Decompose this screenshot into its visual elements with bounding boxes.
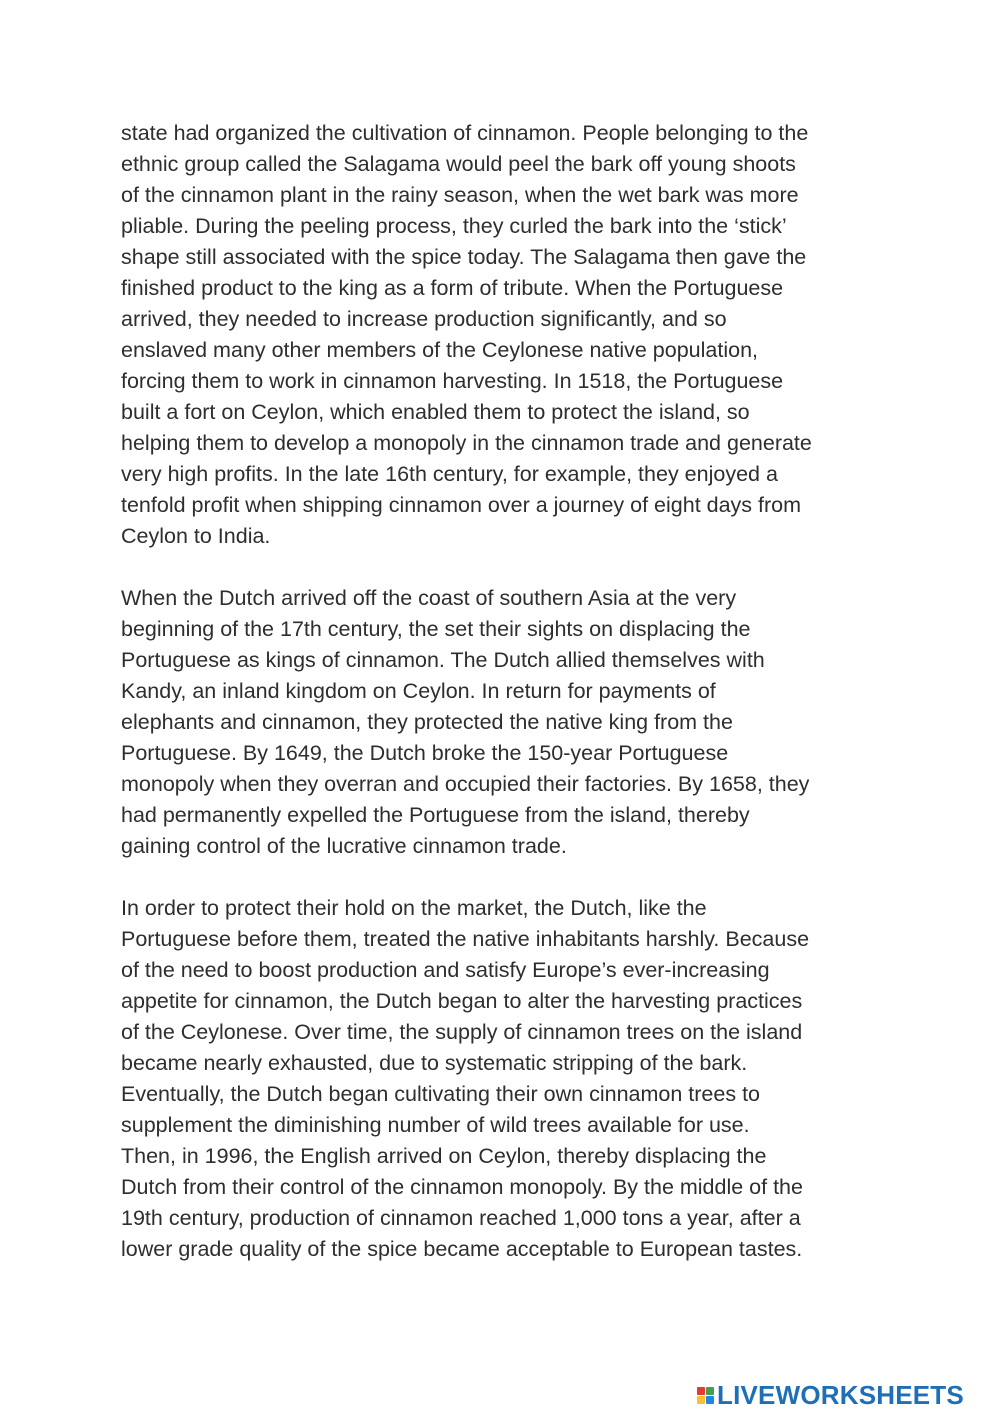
liveworksheets-logo[interactable] — [697, 1380, 964, 1410]
text-line: Portuguese as kings of cinnamon. The Dutch allied themselves with — [121, 648, 765, 672]
text-line: supplement the diminishing number of wild trees available for use. — [121, 1113, 750, 1137]
text-line: had permanently expelled the Portuguese from the island, thereby — [121, 803, 750, 827]
text-line: lower grade quality of the spice became acceptable to European tastes. — [121, 1237, 803, 1261]
paragraph-2 — [121, 583, 901, 862]
text-line: built a fort on Ceylon, which enabled them to protect the island, so — [121, 400, 750, 424]
logo-square-blue — [706, 1396, 714, 1404]
text-line: finished product to the king as a form of tribute. When the Portuguese — [121, 276, 784, 300]
document-body — [121, 118, 901, 1265]
text-line: When the Dutch arrived off the coast of southern Asia at the very — [121, 586, 737, 610]
text-line: gaining control of the lucrative cinnamon trade. — [121, 834, 567, 858]
logo-square-red — [697, 1387, 705, 1395]
text-line: shape still associated with the spice today. The Salagama then gave the — [121, 245, 807, 269]
text-line: Dutch from their control of the cinnamon monopoly. By the middle of the — [121, 1175, 803, 1199]
text-line: enslaved many other members of the Ceylonese native population, — [121, 338, 759, 362]
text-line: very high profits. In the late 16th century, for example, they enjoyed a — [121, 462, 778, 486]
text-line: state had organized the cultivation of cinnamon. People belonging to the — [121, 121, 809, 145]
logo-square-green — [706, 1387, 714, 1395]
text-line: pliable. During the peeling process, they curled the bark into the ‘stick’ — [121, 214, 787, 238]
text-line: ethnic group called the Salagama would peel the bark off young shoots — [121, 152, 796, 176]
text-line: Kandy, an inland kingdom on Ceylon. In return for payments of — [121, 679, 716, 703]
text-line: beginning of the 17th century, the set their sights on displacing the — [121, 617, 751, 641]
text-line: of the cinnamon plant in the rainy season, when the wet bark was more — [121, 183, 799, 207]
text-line: monopoly when they overran and occupied their factories. By 1658, they — [121, 772, 810, 796]
text-line: Eventually, the Dutch began cultivating their own cinnamon trees to — [121, 1082, 760, 1106]
text-line: Portuguese before them, treated the native inhabitants harshly. Because — [121, 927, 810, 951]
text-line: appetite for cinnamon, the Dutch began to alter the harvesting practices — [121, 989, 803, 1013]
text-line: tenfold profit when shipping cinnamon over a journey of eight days from — [121, 493, 802, 517]
text-line: 19th century, production of cinnamon reached 1,000 tons a year, after a — [121, 1206, 801, 1230]
text-line: became nearly exhausted, due to systematic stripping of the bark. — [121, 1051, 748, 1075]
text-line: Portuguese. By 1649, the Dutch broke the 150-year Portuguese — [121, 741, 729, 765]
paragraph-1 — [121, 118, 901, 552]
text-line: forcing them to work in cinnamon harvesting. In 1518, the Portuguese — [121, 369, 784, 393]
text-line: of the Ceylonese. Over time, the supply of cinnamon trees on the island — [121, 1020, 803, 1044]
liveworksheets-logo-icon — [697, 1387, 714, 1404]
text-line: arrived, they needed to increase production significantly, and so — [121, 307, 727, 331]
text-line: Then, in 1996, the English arrived on Ceylon, thereby displacing the — [121, 1144, 767, 1168]
paragraph-3 — [121, 893, 901, 1265]
logo-text: LIVEWORKSHEETS — [717, 1380, 964, 1410]
text-line: helping them to develop a monopoly in the cinnamon trade and generate — [121, 431, 812, 455]
text-line: elephants and cinnamon, they protected the native king from the — [121, 710, 733, 734]
text-line: of the need to boost production and satisfy Europe’s ever-increasing — [121, 958, 770, 982]
text-line: In order to protect their hold on the market, the Dutch, like the — [121, 896, 707, 920]
text-line: Ceylon to India. — [121, 524, 271, 548]
logo-square-yellow — [697, 1396, 705, 1404]
